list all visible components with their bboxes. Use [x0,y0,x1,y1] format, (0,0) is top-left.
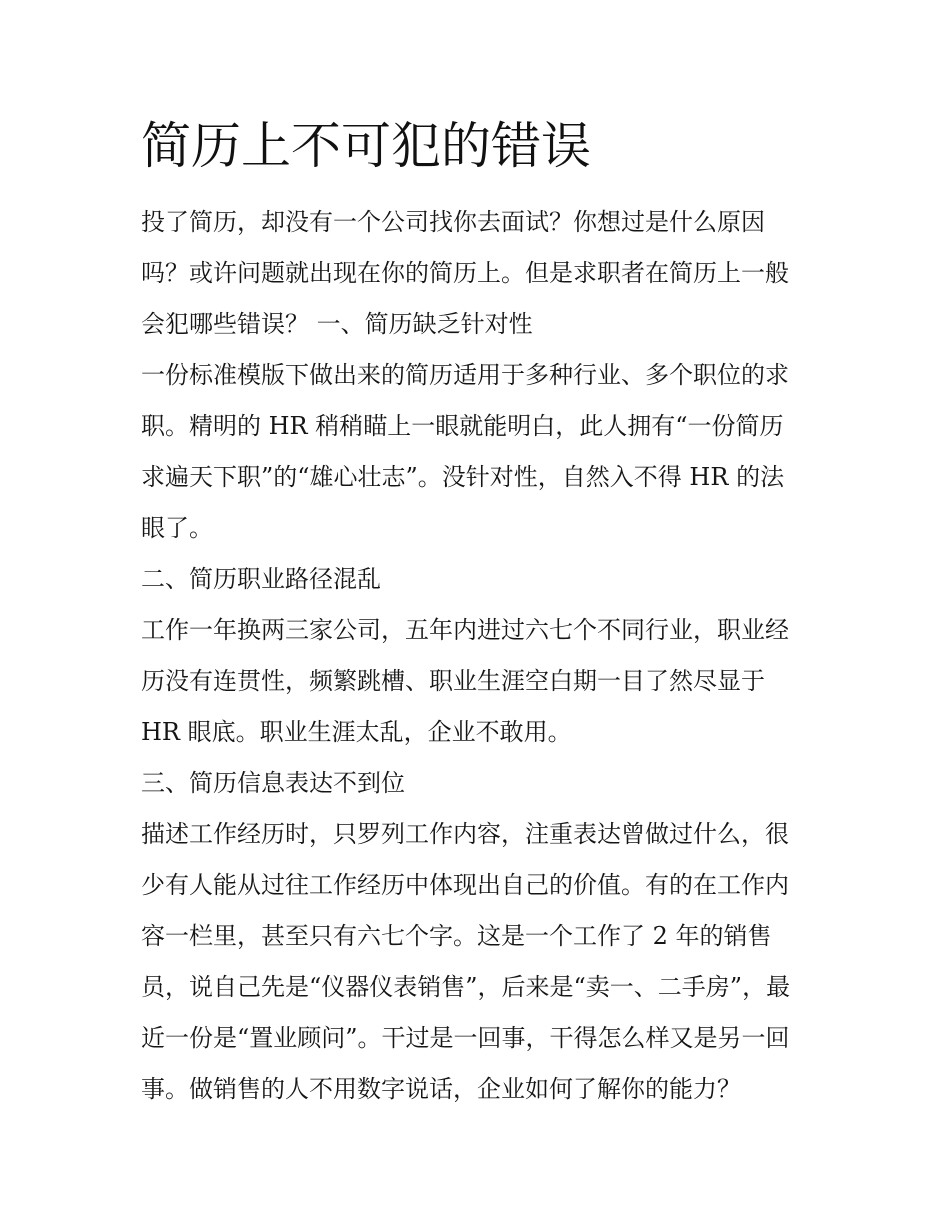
section-heading: 三、简历信息表达不到位 [141,769,405,797]
document-title: 简历上不可犯的错误 [141,117,591,175]
text-line: 容一栏里，甚至只有六七个字。这是一个工作了 2 年的销售 [141,922,772,950]
text-line: 一份标准模版下做出来的简历适用于多种行业、多个职位的求 [141,361,789,389]
text-line: 眼了。 [141,514,213,542]
text-line: 求遍天下职”的“雄心壮志”。没针对性，自然入不得 HR 的法 [141,463,785,491]
text-line: 员，说自己先是“仪器仪表销售”，后来是“卖一、二手房”，最 [141,973,791,1001]
text-line: 事。做销售的人不用数字说话，企业如何了解你的能力？ [141,1075,741,1103]
text-line: 近一份是“置业顾问”。干过是一回事，干得怎么样又是另一回 [141,1024,790,1052]
text-line: 少有人能从过往工作经历中体现出自己的价值。有的在工作内 [141,871,789,899]
section-heading: 二、简历职业路径混乱 [141,565,381,593]
text-line: HR 眼底。职业生涯太乱，企业不敢用。 [141,718,572,746]
text-line: 投了简历，却没有一个公司找你去面试？你想过是什么原因 [141,208,765,236]
text-line: 职。精明的 HR 稍稍瞄上一眼就能明白，此人拥有“一份简历 [141,412,784,440]
document-body [141,197,821,1115]
text-line: 吗？或许问题就出现在你的简历上。但是求职者在简历上一般 [141,259,789,287]
text-line: 描述工作经历时，只罗列工作内容，注重表达曾做过什么，很 [141,820,789,848]
text-line: 会犯哪些错误？ 一、简历缺乏针对性 [141,310,533,338]
text-line: 工作一年换两三家公司，五年内进过六七个不同行业，职业经 [141,616,789,644]
text-line: 历没有连贯性，频繁跳槽、职业生涯空白期一目了然尽显于 [141,667,765,695]
